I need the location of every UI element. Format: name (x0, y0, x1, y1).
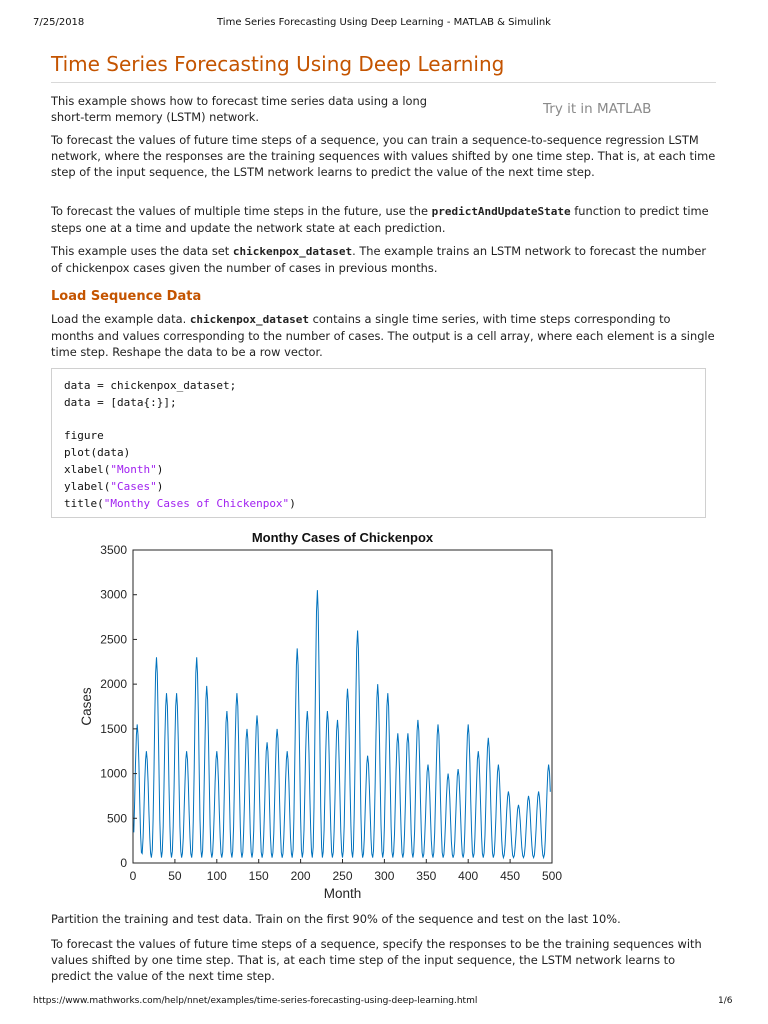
section-heading: Load Sequence Data (51, 289, 202, 304)
x-tick-label: 100 (206, 869, 227, 883)
y-tick-label: 0 (120, 856, 127, 870)
y-tick-label: 3500 (100, 543, 127, 557)
text: contains a single time series, with time steps corresponding to months and values corresponding to the number of cases. The output is a cell array, where each element is a single time step. Reshape the data to be a row vector. (51, 312, 715, 359)
y-tick-label: 500 (106, 811, 127, 826)
function-name: predictAndUpdateState (431, 205, 571, 218)
code-line: title("Monthy Cases of Chickenpox") (64, 496, 296, 510)
intro-paragraph-2: To forecast the values of future time steps of a sequence, you can train a sequence-to-sequence regression LSTM network, where the responses are the training sequences with values shifted by one time step. That is, at each time step of the input sequence, the LSTM network learns to predict the value of the next time step. (51, 133, 716, 179)
dataset-name: chickenpox_dataset (189, 313, 310, 326)
y-tick-label: 1500 (100, 721, 127, 736)
x-tick-label: 450 (500, 869, 521, 883)
plot-area (133, 550, 552, 863)
after-paragraph-1: Partition the training and test data. Train on the first 90% of the sequence and test on the last 10%. (51, 912, 621, 926)
chickenpox-line-chart (75, 524, 575, 904)
text: function to predict time steps one at a time and update the network state at each prediction. (51, 204, 709, 235)
x-tick-label: 50 (168, 869, 182, 883)
chart-title: Monthy Cases of Chickenpox (251, 530, 434, 545)
text: . The example trains an LSTM network to forecast the number of chickenpox cases given the number of cases in previous months. (51, 244, 707, 275)
code-line: figure (64, 429, 104, 443)
x-axis-label: Month (323, 886, 362, 901)
intro-paragraph-3 (51, 203, 716, 236)
code-line: data = chickenpox_dataset; (64, 379, 237, 392)
x-tick-label: 250 (332, 869, 353, 883)
intro-paragraph-4 (51, 243, 716, 276)
section-paragraph (51, 311, 716, 360)
after-paragraph-2: To forecast the values of future time steps of a sequence, specify the responses to be the training sequences with values shifted by one time step. That is, at each time step of the input sequence, the LSTM network learns to predict the value of the next time step. (51, 937, 702, 983)
x-tick-label: 500 (541, 869, 563, 883)
y-tick-label: 1000 (100, 766, 127, 781)
code-line: xlabel("Month") (64, 462, 164, 476)
x-tick-label: 350 (416, 869, 437, 883)
x-tick-label: 300 (374, 869, 395, 883)
x-tick-label: 400 (458, 869, 479, 883)
x-tick-label: 150 (248, 869, 269, 883)
x-tick-label: 200 (290, 869, 311, 883)
code-block[interactable] (51, 368, 706, 518)
page-title: Time Series Forecasting Using Deep Learning (51, 52, 716, 83)
y-tick-label: 2000 (100, 677, 127, 692)
dataset-name: chickenpox_dataset (232, 245, 353, 258)
code-line: data = [data{:}]; (64, 395, 177, 409)
y-axis-label: Cases (79, 687, 94, 726)
text: To forecast the values of multiple time steps in the future, use the (51, 204, 432, 218)
page-url-link[interactable]: https://www.mathworks.com/help/nnet/examples/time-series-forecasting-using-deep-learning.html (33, 996, 478, 1006)
try-in-matlab-link[interactable]: Try it in MATLAB (543, 101, 652, 117)
print-doc-title: Time Series Forecasting Using Deep Learning - MATLAB & Simulink (217, 17, 551, 28)
intro-paragraph-1: This example shows how to forecast time series data using a long short-term memory (LSTM) network. (51, 94, 427, 124)
y-tick-label: 2500 (100, 632, 127, 647)
text: This example uses the data set (51, 244, 233, 258)
code-line: ylabel("Cases") (64, 479, 164, 493)
text: Load the example data. (51, 312, 190, 326)
code-line: plot(data) (64, 446, 131, 460)
x-tick-label: 0 (129, 869, 137, 883)
y-tick-label: 3000 (100, 587, 127, 602)
print-date: 7/25/2018 (33, 17, 85, 28)
page-number: 1/6 (718, 996, 733, 1006)
